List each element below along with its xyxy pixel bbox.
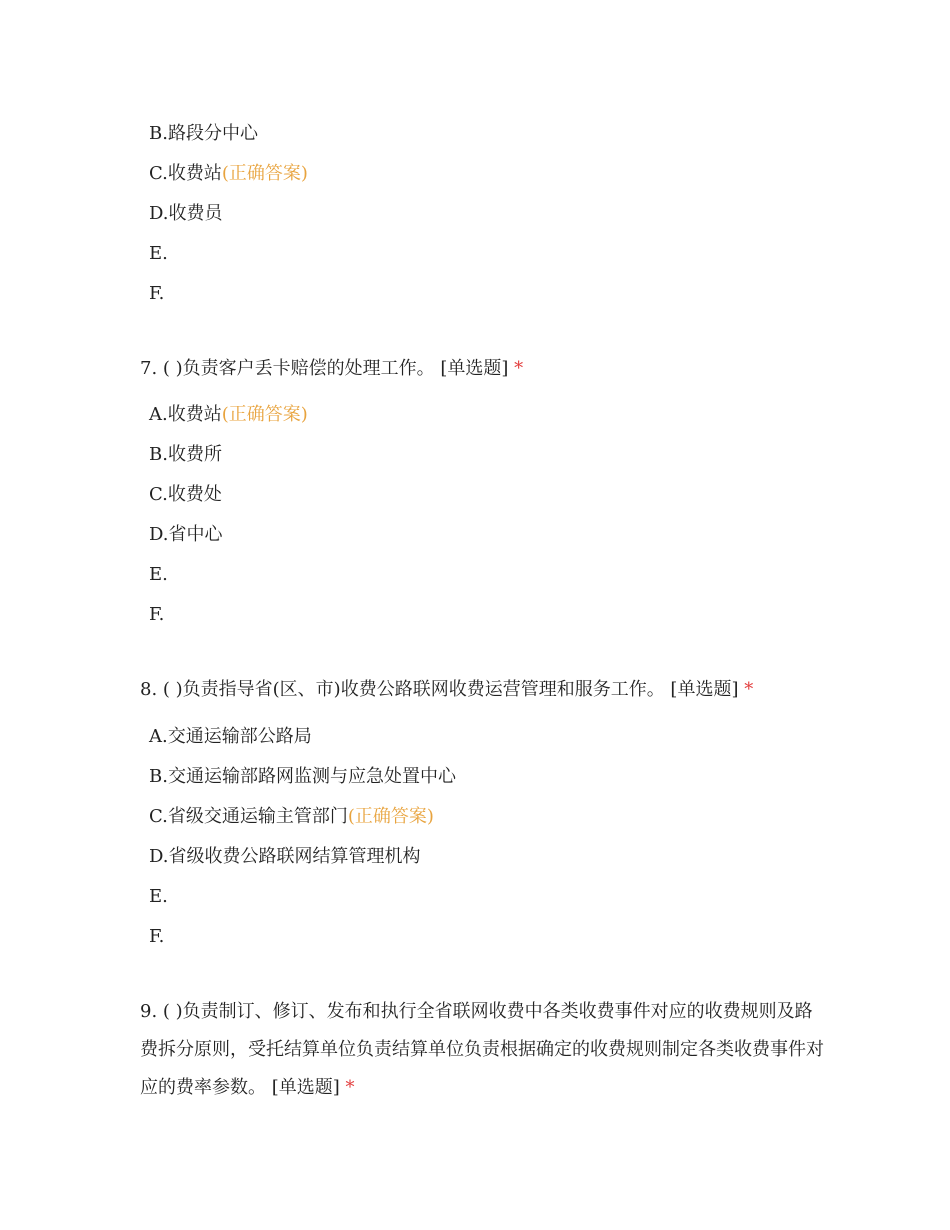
q8-option-c[interactable]: C.省级交通运输主管部门(正确答案) [149,806,434,827]
q8-option-e[interactable]: E. [149,886,168,907]
correct-answer-mark: (正确答案) [221,163,308,184]
correct-answer-mark: (正确答案) [221,404,308,425]
q6-option-b[interactable]: B.路段分中心 [149,123,258,144]
q8-option-f[interactable]: F. [149,926,165,947]
q7-option-f[interactable]: F. [149,604,165,625]
q6-option-c[interactable]: C.收费站(正确答案) [149,163,308,184]
question-8-title: 8. ( )负责指导省(区、市)收费公路联网收费运营管理和服务工作。 [单选题] * [140,679,754,700]
q7-option-e[interactable]: E. [149,564,168,585]
question-9-title: 9. ( )负责制订、修订、发布和执行全省联网收费中各类收费事件对应的收费规则及路费拆分原则，受托结算单位负责结算单位负责根据确定的收费规则制定各类收费事件对应的费率参数。 [单选题] * [140,1001,824,1098]
required-mark: * [514,358,524,379]
q7-option-d[interactable]: D.省中心 [149,524,223,545]
q6-option-e[interactable]: E. [149,243,168,264]
required-mark: * [744,679,754,700]
q8-option-b[interactable]: B.交通运输部路网监测与应急处置中心 [149,766,456,787]
q7-option-b[interactable]: B.收费所 [149,444,222,465]
q6-option-d[interactable]: D.收费员 [149,203,223,224]
q8-option-a[interactable]: A.交通运输部公路局 [149,726,312,747]
required-mark: * [345,1077,355,1098]
question-7-title: 7. ( )负责客户丢卡赔偿的处理工作。 [单选题] * [140,358,524,379]
q7-option-a[interactable]: A.收费站(正确答案) [149,404,308,425]
q6-option-f[interactable]: F. [149,283,165,304]
correct-answer-mark: (正确答案) [347,806,434,827]
q7-option-c[interactable]: C.收费处 [149,484,222,505]
q8-option-d[interactable]: D.省级收费公路联网结算管理机构 [149,846,421,867]
